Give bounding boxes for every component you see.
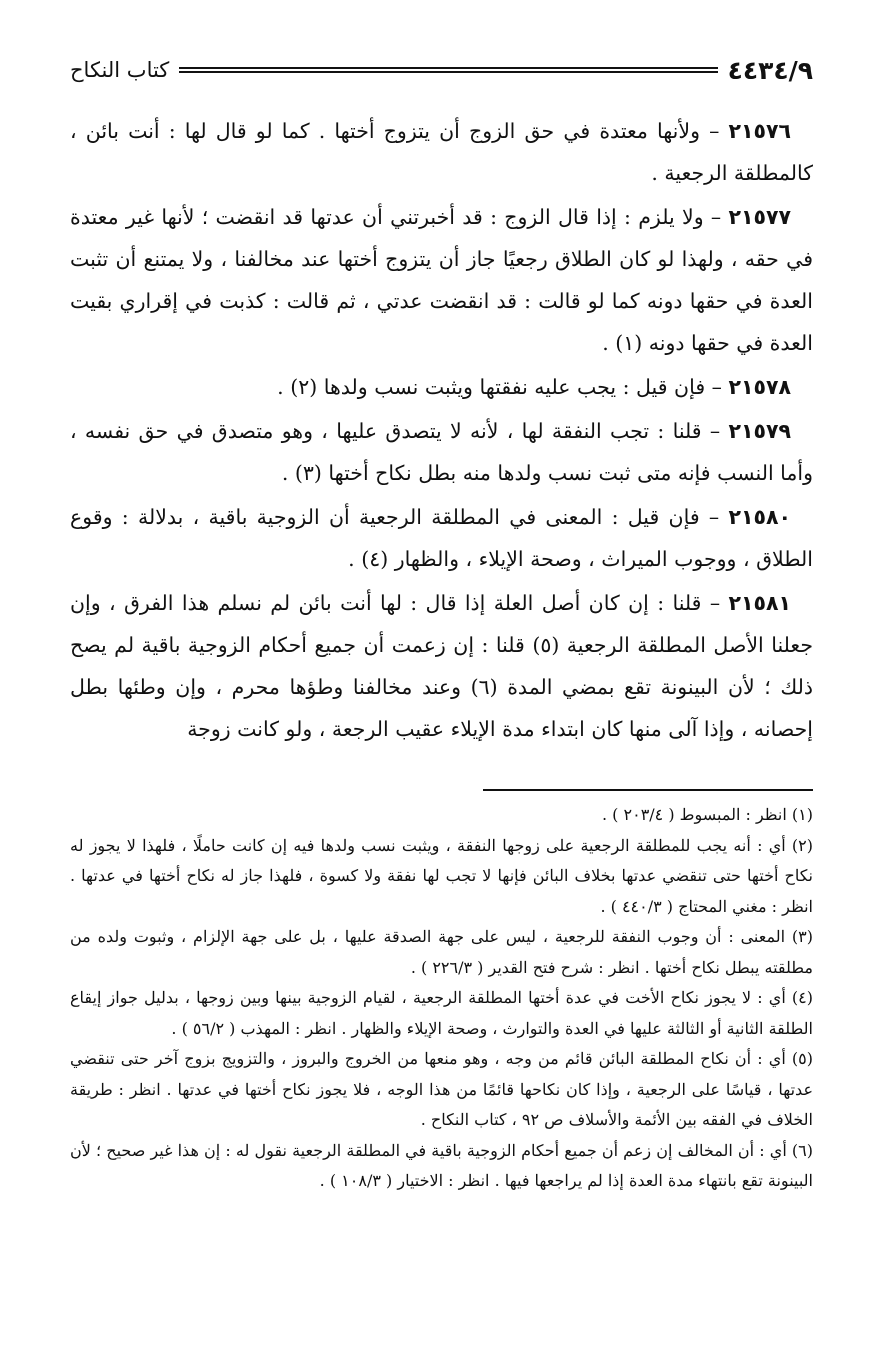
footnote-separator xyxy=(483,789,813,791)
paragraph-text: – ولا يلزم : إذا قال الزوج : قد أخبرتني أن عدتها قد انقضت ؛ لأنها غير معتدة في حقه ، ولهذا لو كان الطلاق رجعيًا جاز أن يتزوج أختها عند مخالفنا ، ولا يمتنع أن تثبت العدة في حقها دونه كما لو قالت : قد انقضت عدتي ، ثم قالت : كذبت في إقراري بقيت العدة في حقها دونه (١) . xyxy=(70,205,813,355)
paragraph-number: ٢١٥٧٨ xyxy=(728,375,791,399)
footnote-3: (٣) المعنى : أن وجوب النفقة للرجعية ، ليس على جهة الصدقة عليها ، بل على جهة الإلزام ، وثبوت ولده من مطلقته يبطل نكاح أختها . انظر : شرح فتح القدير ( ٢٢٦/٣ ) . xyxy=(70,927,813,977)
page-number: ٤٤٣٤/٩ xyxy=(727,55,813,85)
footnote-4: (٤) أي : لا يجوز نكاح الأخت في عدة أختها المطلقة الرجعية ، لقيام الزوجية بينها وبين زوجها ، بدليل جواز إيقاع الطلقة الثانية أو الثالثة عليها في العدة والتوارث ، وصحة الإيلاء والظهار . انظر : المهذب ( ٥٦/٢ ) . xyxy=(70,988,813,1038)
paragraph-21578 xyxy=(70,366,813,408)
paragraph-21577 xyxy=(70,196,813,364)
paragraph-text: – ولأنها معتدة في حق الزوج أن يتزوج أختها . كما لو قال لها : أنت بائن ، كالمطلقة الرجعية . xyxy=(70,119,813,185)
paragraph-number: ٢١٥٧٩ xyxy=(728,419,791,443)
paragraph-21581 xyxy=(70,582,813,750)
footnote-6: (٦) أي : أن المخالف إن زعم أن جميع أحكام الزوجية باقية في المطلقة الرجعية نقول له : إن هذا غير صحيح ؛ لأن البينونة تقع بانتهاء مدة العدة إذا لم يراجعها فيها . انظر : الاختيار ( ١٠٨/٣ ) . xyxy=(70,1140,813,1190)
paragraph-number: ٢١٥٨١ xyxy=(728,591,791,615)
paragraph-21576 xyxy=(70,110,813,194)
paragraph-text: – قلنا : إن كان أصل العلة إذا قال : لها أنت بائن لم نسلم هذا الفرق ، وإن جعلنا الأصل المطلقة الرجعية (٥) قلنا : إن زعمت أن جميع أحكام الزوجية باقية لم يصح ذلك ؛ لأن البينونة تقع بمضي المدة (٦) وعند مخالفنا وطؤها محرم ، وإن وطئها بطل إحصانه ، وإذا آلى منها كان ابتداء مدة الإيلاء عقيب الرجعة ، ولو كانت زوجة xyxy=(70,591,813,741)
footnote-2: (٢) أي : أنه يجب للمطلقة الرجعية على زوجها النفقة ، ويثبت نسب ولدها فيه إن كانت حاملًا ، فلهذا لا يجوز له نكاح أختها حتى تنقضي عدتها بخلاف البائن فإنها لا تجب لها نفقة ولا كسوة ، فلهذا جاز له نكاح أختها في عدتها . انظر : مغني المحتاج ( ٤٤٠/٣ ) . xyxy=(70,835,813,916)
paragraph-21580 xyxy=(70,496,813,580)
paragraph-text: – فإن قيل : المعنى في المطلقة الرجعية أن الزوجية باقية ، بدلالة : وقوع الطلاق ، ووجوب الميراث ، وصحة الإيلاء ، والظهار (٤) . xyxy=(70,505,813,571)
header-rule xyxy=(179,67,717,73)
paragraph-21579 xyxy=(70,410,813,494)
page-header xyxy=(70,52,813,88)
paragraph-number: ٢١٥٧٦ xyxy=(728,119,791,143)
main-text xyxy=(70,110,813,752)
paragraph-number: ٢١٥٨٠ xyxy=(728,505,791,529)
footnotes xyxy=(70,800,813,1197)
footnote-1: (١) انظر : المبسوط ( ٢٠٣/٤ ) . xyxy=(602,805,813,824)
running-title: كتاب النكاح xyxy=(70,58,170,82)
paragraph-text: – فإن قيل : يجب عليه نفقتها ويثبت نسب ولدها (٢) . xyxy=(277,375,729,399)
footnote-5: (٥) أي : أن نكاح المطلقة البائن قائم من وجه ، وهو منعها من الخروج والبروز ، والتزويج بزوج آخر حتى تنقضي عدتها ، قياسًا على الرجعية ، وإذا كان نكاحها قائمًا من هذا الوجه ، فلا يجوز نكاح أختها في عدتها . انظر : طريقة الخلاف في الفقه بين الأئمة والأسلاف ص ٩٢ ، كتاب النكاح . xyxy=(70,1049,813,1129)
paragraph-number: ٢١٥٧٧ xyxy=(728,205,791,229)
paragraph-text: – قلنا : تجب النفقة لها ، لأنه لا يتصدق عليها ، وهو متصدق في حق نفسه ، وأما النسب فإنه متى ثبت نسب ولدها منه بطل نكاح أختها (٣) . xyxy=(70,419,813,485)
